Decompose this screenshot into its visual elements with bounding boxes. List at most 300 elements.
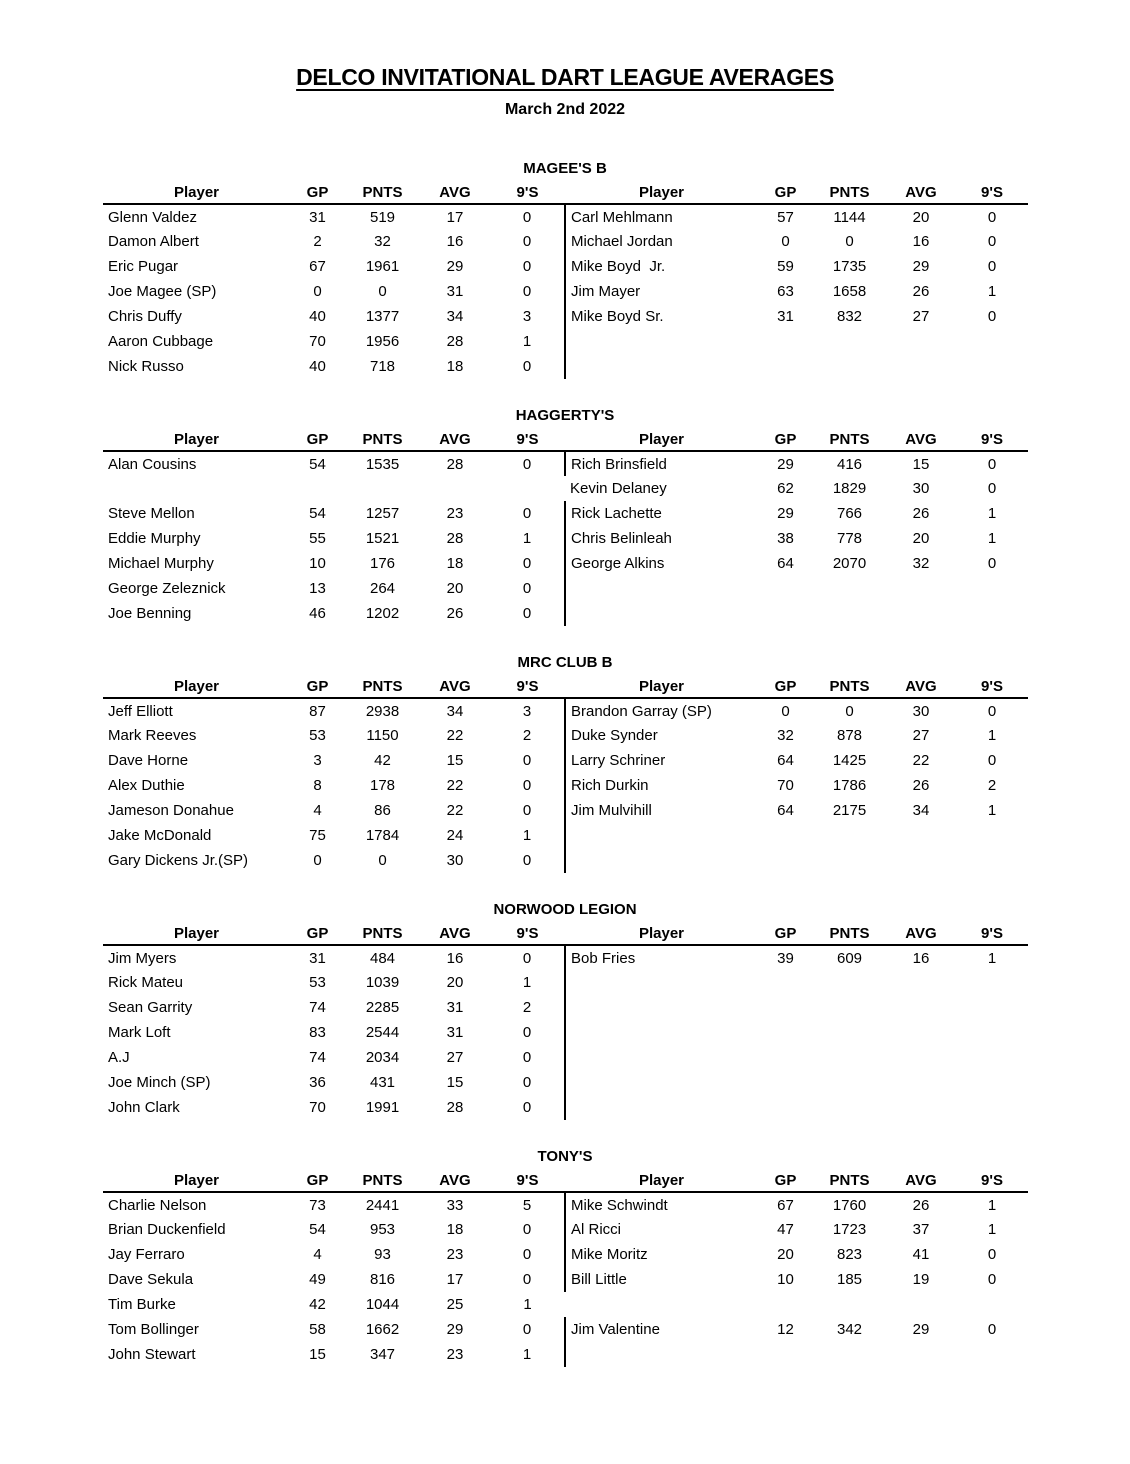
stat-cell: 1535 (365, 455, 400, 473)
stat-cell: 4 (313, 802, 322, 819)
stat-cell: 718 (369, 358, 396, 375)
column-header: GP (290, 921, 345, 945)
table-row (103, 1192, 1028, 1217)
page-title: DELCO INVITATIONAL DART LEAGUE AVERAGES (296, 64, 834, 90)
column-header: 9'S (490, 1168, 565, 1192)
stat-cell (956, 1045, 1028, 1070)
stat-cell: 1 (522, 1346, 532, 1363)
stat-cell (813, 970, 886, 995)
stat-cell: 0 (522, 1271, 532, 1288)
stat-cell: 26 (912, 505, 930, 522)
column-header: PNTS (813, 1168, 886, 1192)
averages-table (103, 180, 1028, 379)
player-name-cell (565, 1045, 758, 1070)
stat-cell: 20 (912, 208, 930, 226)
player-name-cell: Rich Durkin (565, 773, 758, 798)
stat-cell: 86 (374, 802, 391, 819)
table-row (103, 279, 1028, 304)
stat-cell: 25 (446, 1296, 464, 1313)
stat-cell: 2034 (365, 1049, 400, 1066)
stat-cell: 87 (309, 702, 326, 720)
header-row (103, 1168, 1028, 1192)
header-row (103, 921, 1028, 945)
stat-cell: 1 (523, 1296, 532, 1313)
stat-cell (758, 576, 813, 601)
stat-cell: 2175 (832, 802, 867, 819)
stat-cell (956, 823, 1028, 848)
stat-cell: 32 (374, 233, 391, 250)
player-name-cell: Michael Jordan (565, 229, 758, 254)
stat-cell: 0 (522, 1024, 532, 1041)
stat-cell: 13 (309, 580, 326, 597)
stat-cell: 0 (522, 258, 532, 275)
stat-cell: 10 (777, 1271, 794, 1288)
player-name-cell: Alan Cousins (108, 455, 197, 473)
stat-cell: 62 (777, 480, 794, 497)
stat-cell: 953 (369, 1221, 396, 1238)
table-row (103, 1292, 1028, 1317)
stat-cell: 26 (446, 605, 464, 622)
column-header: GP (290, 180, 345, 204)
stat-cell: 1044 (365, 1296, 400, 1313)
stat-cell: 19 (912, 1271, 930, 1288)
stat-cell: 2070 (832, 555, 867, 572)
stat-cell (956, 995, 1028, 1020)
stat-cell: 2544 (365, 1024, 400, 1041)
table-row (103, 1317, 1028, 1342)
column-header: 9'S (490, 921, 565, 945)
averages-table (103, 674, 1028, 873)
stat-cell: 1425 (832, 752, 867, 769)
stat-cell: 0 (522, 777, 532, 794)
stat-cell: 34 (446, 702, 464, 720)
stat-cell (956, 1095, 1028, 1120)
player-name-cell: Jim Valentine (565, 1317, 758, 1342)
column-header: AVG (420, 921, 490, 945)
table-row (103, 1070, 1028, 1095)
table-row (103, 1095, 1028, 1120)
stat-cell (813, 848, 886, 873)
column-header: GP (290, 674, 345, 698)
stat-cell: 32 (777, 727, 794, 744)
header-row (103, 427, 1028, 451)
player-name-cell: Charlie Nelson (108, 1196, 207, 1214)
column-header: Player (565, 180, 758, 204)
stat-cell (956, 329, 1028, 354)
stat-cell: 63 (777, 283, 794, 300)
player-name-cell (565, 329, 758, 354)
stat-cell: 0 (522, 555, 532, 572)
stat-cell: 0 (987, 480, 997, 497)
player-name-cell (565, 354, 758, 379)
stat-cell: 0 (522, 1074, 532, 1091)
table-row (103, 1342, 1028, 1367)
stat-cell: 55 (309, 530, 326, 547)
stat-cell (758, 970, 813, 995)
stat-cell: 36 (309, 1074, 326, 1091)
player-name-cell (565, 576, 758, 601)
player-name-cell: Michael Murphy (108, 555, 214, 572)
player-name-cell (565, 1020, 758, 1045)
stat-cell: 47 (777, 1221, 794, 1238)
stat-cell: 0 (987, 308, 997, 325)
stat-cell: 1784 (365, 827, 400, 844)
stat-cell: 31 (309, 949, 326, 967)
stat-cell (956, 848, 1028, 873)
stat-cell: 766 (836, 505, 863, 522)
stat-cell: 15 (446, 1074, 464, 1091)
stat-cell: 1991 (365, 1099, 400, 1116)
stat-cell: 31 (777, 308, 794, 325)
stat-cell: 3 (522, 308, 532, 325)
column-header: AVG (886, 1168, 956, 1192)
column-header: PNTS (345, 921, 420, 945)
player-name-cell (565, 995, 758, 1020)
stat-cell: 26 (912, 777, 930, 794)
stat-cell: 16 (912, 949, 930, 967)
column-header: Player (565, 674, 758, 698)
stat-cell: 0 (987, 752, 997, 769)
stat-cell: 0 (845, 233, 854, 250)
stat-cell: 57 (777, 208, 794, 226)
stat-cell: 38 (777, 530, 794, 547)
stat-cell (886, 848, 956, 873)
stat-cell: 8 (313, 777, 322, 794)
stat-cell: 0 (522, 1321, 532, 1338)
column-header: 9'S (956, 427, 1028, 451)
stat-cell: 0 (522, 208, 532, 226)
column-header: GP (290, 427, 345, 451)
stat-cell (886, 1070, 956, 1095)
column-header: Player (103, 674, 290, 698)
stat-cell: 0 (522, 580, 532, 597)
stat-cell: 1 (987, 727, 997, 744)
stat-cell: 22 (446, 727, 464, 744)
column-header: GP (758, 180, 813, 204)
player-name-cell: Jim Myers (108, 949, 177, 967)
stat-cell: 32 (912, 555, 930, 572)
stat-cell: 29 (912, 1321, 930, 1338)
stat-cell (758, 1020, 813, 1045)
player-name-cell (565, 970, 758, 995)
stat-cell: 0 (522, 505, 532, 522)
column-header: PNTS (813, 674, 886, 698)
player-name-cell: Damon Albert (108, 233, 199, 250)
stat-cell: 30 (912, 702, 930, 720)
stat-cell (886, 1292, 956, 1317)
averages-table (103, 921, 1028, 1120)
column-header: Player (565, 921, 758, 945)
stat-cell (420, 476, 490, 501)
player-name-cell: Tom Bollinger (108, 1321, 199, 1338)
stat-cell: 0 (987, 1321, 997, 1338)
team-name: MRC CLUB B (517, 654, 613, 671)
stat-cell: 1 (987, 1196, 997, 1214)
column-header: 9'S (956, 674, 1028, 698)
player-name-cell (565, 1070, 758, 1095)
stat-cell (758, 1045, 813, 1070)
stat-cell: 53 (309, 974, 326, 991)
stat-cell: 74 (309, 1049, 326, 1066)
stat-cell: 0 (987, 702, 997, 720)
stat-cell: 0 (987, 233, 997, 250)
stat-cell (956, 1020, 1028, 1045)
stat-cell (886, 823, 956, 848)
player-name-cell: Jay Ferraro (108, 1246, 185, 1263)
stat-cell (956, 576, 1028, 601)
stat-cell: 83 (309, 1024, 326, 1041)
stat-cell: 264 (369, 580, 396, 597)
table-row (103, 304, 1028, 329)
stat-cell: 1521 (365, 530, 400, 547)
stat-cell: 1956 (365, 333, 400, 350)
stat-cell: 64 (777, 752, 794, 769)
header-row (103, 674, 1028, 698)
page-date: March 2nd 2022 (504, 101, 626, 118)
player-name-cell (565, 1095, 758, 1120)
stat-cell (956, 1342, 1028, 1367)
column-header: PNTS (345, 427, 420, 451)
league-section (0, 407, 1130, 626)
stat-cell: 24 (446, 827, 464, 844)
stat-cell: 3 (313, 752, 322, 769)
stat-cell: 93 (374, 1246, 391, 1263)
stat-cell: 609 (836, 949, 863, 967)
league-section (0, 654, 1130, 873)
stat-cell: 53 (309, 727, 326, 744)
stat-cell: 27 (446, 1049, 464, 1066)
stat-cell: 0 (522, 605, 532, 622)
player-name-cell: Gary Dickens Jr.(SP) (108, 852, 249, 869)
team-name: HAGGERTY'S (515, 407, 615, 424)
stat-cell: 40 (309, 308, 326, 325)
team-name: TONY'S (537, 1148, 593, 1165)
stat-cell: 30 (446, 852, 464, 869)
stat-cell: 70 (777, 777, 794, 794)
column-header: AVG (420, 674, 490, 698)
stat-cell (956, 1070, 1028, 1095)
player-name-cell: Brandon Garray (SP) (565, 698, 758, 723)
stat-cell: 0 (522, 1246, 532, 1263)
stat-cell (758, 1095, 813, 1120)
stat-cell (758, 1292, 813, 1317)
stat-cell: 20 (446, 580, 464, 597)
player-name-cell: John Clark (108, 1099, 180, 1116)
column-header: AVG (886, 180, 956, 204)
stat-cell: 67 (777, 1196, 794, 1214)
player-name-cell: Mark Loft (108, 1024, 171, 1041)
stat-cell: 0 (781, 233, 790, 250)
player-name-cell: Chris Duffy (108, 308, 182, 325)
stat-cell: 58 (309, 1321, 326, 1338)
table-row (103, 995, 1028, 1020)
player-name-cell: Eric Pugar (108, 258, 179, 275)
table-row (103, 723, 1028, 748)
stat-cell (758, 329, 813, 354)
stat-cell: 20 (446, 974, 464, 991)
column-header: 9'S (956, 180, 1028, 204)
stat-cell (813, 995, 886, 1020)
stat-cell: 416 (836, 455, 863, 473)
stat-cell: 0 (781, 702, 790, 720)
table-row (103, 204, 1028, 229)
stat-cell: 70 (309, 1099, 326, 1116)
table-row (103, 823, 1028, 848)
stat-cell (886, 1020, 956, 1045)
stat-cell: 15 (309, 1346, 326, 1363)
stat-cell: 67 (309, 258, 326, 275)
table-row (103, 848, 1028, 873)
stat-cell (886, 1342, 956, 1367)
table-row (103, 698, 1028, 723)
stat-cell: 0 (378, 283, 387, 300)
stat-cell: 1 (987, 505, 997, 522)
stat-cell: 1 (987, 1221, 997, 1238)
column-header: Player (103, 427, 290, 451)
stat-cell: 0 (522, 1221, 532, 1238)
table-row (103, 501, 1028, 526)
table-row (103, 773, 1028, 798)
stat-cell: 1723 (832, 1221, 867, 1238)
player-name-cell: Alex Duthie (108, 777, 185, 794)
stat-cell: 64 (777, 555, 794, 572)
stat-cell: 42 (374, 752, 391, 769)
player-name-cell: Joe Benning (108, 605, 192, 622)
stat-cell: 1786 (832, 777, 867, 794)
table-row (103, 526, 1028, 551)
stat-cell (956, 601, 1028, 626)
stat-cell: 5 (522, 1196, 532, 1214)
player-name-cell: John Stewart (108, 1346, 196, 1363)
player-name-cell: Glenn Valdez (108, 208, 197, 226)
stat-cell: 0 (522, 949, 532, 967)
stat-cell: 0 (313, 852, 322, 869)
player-name-cell: Aaron Cubbage (108, 333, 214, 350)
stat-cell: 29 (777, 505, 794, 522)
stat-cell: 26 (912, 283, 930, 300)
stat-cell (813, 823, 886, 848)
stat-cell: 1150 (366, 727, 399, 744)
stat-cell: 0 (987, 208, 997, 226)
column-header: 9'S (956, 921, 1028, 945)
league-section (0, 1148, 1130, 1367)
column-header: GP (290, 1168, 345, 1192)
column-header: PNTS (345, 1168, 420, 1192)
stat-cell: 15 (446, 752, 464, 769)
player-name-cell: Kevin Delaney (570, 480, 667, 497)
team-name: NORWOOD LEGION (493, 901, 637, 918)
player-name-cell: A.J (108, 1049, 130, 1066)
table-row (103, 229, 1028, 254)
header-row (103, 180, 1028, 204)
player-name-cell: Mike Schwindt (565, 1192, 758, 1217)
player-name-cell: Rich Brinsfield (565, 451, 758, 476)
tables-container (0, 160, 1130, 1367)
stat-cell: 64 (777, 802, 794, 819)
player-name-cell: Jeff Elliott (108, 702, 173, 720)
table-row (103, 451, 1028, 476)
player-name-cell: Mark Reeves (108, 727, 197, 744)
table-row (103, 945, 1028, 970)
stat-cell: 2441 (365, 1196, 400, 1214)
stat-cell (886, 576, 956, 601)
stat-cell: 27 (912, 308, 930, 325)
player-name-cell: Mike Moritz (565, 1242, 758, 1267)
stat-cell: 0 (522, 1099, 532, 1116)
column-header: 9'S (956, 1168, 1028, 1192)
player-name-cell: Brian Duckenfield (108, 1221, 226, 1238)
stat-cell: 37 (912, 1221, 930, 1238)
stat-cell: 39 (777, 949, 794, 967)
table-row (103, 1020, 1028, 1045)
player-name-cell (565, 601, 758, 626)
stat-cell (758, 1342, 813, 1367)
column-header: AVG (420, 427, 490, 451)
column-header: PNTS (813, 180, 886, 204)
column-header: Player (103, 921, 290, 945)
column-header: GP (758, 674, 813, 698)
stat-cell (758, 354, 813, 379)
stat-cell: 17 (446, 208, 464, 226)
stat-cell: 22 (912, 752, 930, 769)
stat-cell: 1 (522, 827, 532, 844)
stat-cell (886, 1095, 956, 1120)
player-name-cell (565, 1342, 758, 1367)
stat-cell (290, 476, 345, 501)
table-row (103, 354, 1028, 379)
stat-cell: 22 (446, 802, 464, 819)
stat-cell (813, 1292, 886, 1317)
stat-cell: 16 (446, 949, 464, 967)
stat-cell: 0 (522, 852, 532, 869)
stat-cell: 33 (446, 1196, 464, 1214)
stat-cell: 18 (446, 1221, 464, 1238)
stat-cell: 46 (309, 605, 326, 622)
stat-cell (886, 329, 956, 354)
stat-cell: 1144 (833, 208, 866, 226)
player-name-cell: Rick Mateu (108, 974, 184, 991)
player-name-cell: Rick Lachette (565, 501, 758, 526)
player-name-cell: George Zeleznick (108, 580, 226, 597)
stat-cell: 2938 (365, 702, 400, 720)
stat-cell: 12 (777, 1321, 794, 1338)
stat-cell: 0 (987, 258, 997, 275)
stat-cell (956, 970, 1028, 995)
stat-cell: 0 (313, 283, 322, 300)
stat-cell: 1 (522, 974, 532, 991)
player-name-cell: Chris Belinleah (565, 526, 758, 551)
stat-cell: 0 (522, 283, 532, 300)
column-header: Player (103, 180, 290, 204)
column-header: AVG (886, 674, 956, 698)
stat-cell: 54 (309, 1221, 326, 1238)
stat-cell: 0 (987, 1246, 997, 1263)
table-row (103, 970, 1028, 995)
stat-cell: 1 (987, 283, 997, 300)
stat-cell: 28 (446, 1099, 464, 1116)
stat-cell: 34 (912, 802, 930, 819)
stat-cell (758, 601, 813, 626)
stat-cell: 1257 (365, 505, 400, 522)
stat-cell: 176 (369, 555, 396, 572)
player-name-cell (103, 476, 290, 501)
column-header: GP (758, 427, 813, 451)
stat-cell: 75 (309, 827, 326, 844)
stat-cell: 34 (446, 308, 464, 325)
table-row (103, 476, 1028, 501)
stat-cell (886, 354, 956, 379)
stat-cell: 2 (987, 777, 997, 794)
